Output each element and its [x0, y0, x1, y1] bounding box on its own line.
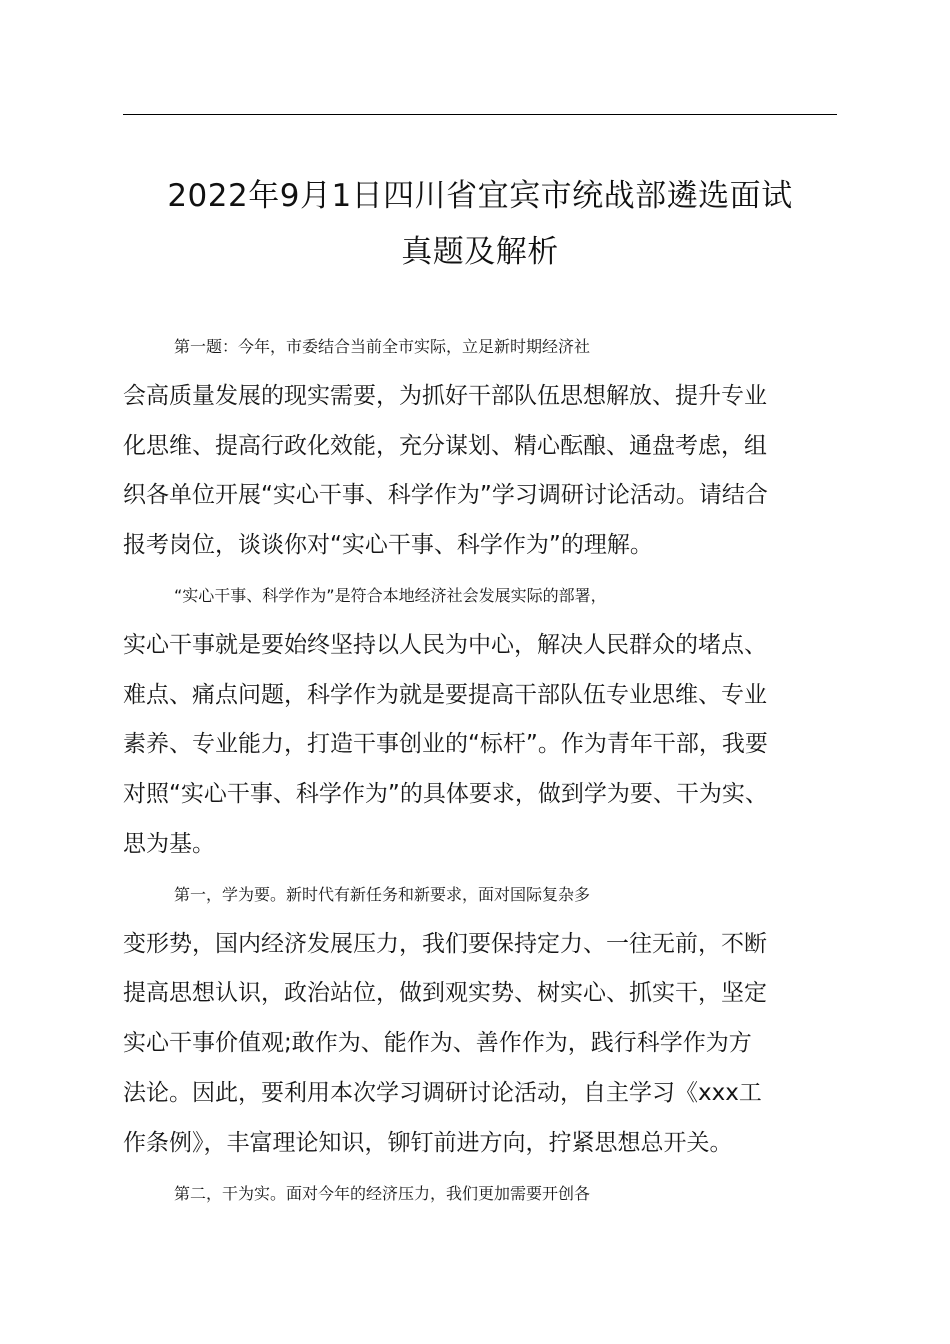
page-title: [100, 168, 860, 280]
text-line: 变形势，国内经济发展压力，我们要保持定力、一往无前，不断: [123, 930, 767, 957]
title-line: 2022年9月1日四川省宜宾市统战部遴选面试: [167, 178, 793, 214]
text-line: 第二，干为实。面对今年的经济压力，我们更加需要开创各: [174, 1183, 591, 1203]
title-line: 真题及解析: [401, 234, 559, 270]
text-line: 素养、专业能力，打造干事创业的“标杆”。作为青年干部，我要: [123, 731, 768, 758]
text-line: 作条例》，丰富理论知识，铆钉前进方向，拧紧思想总开关。: [123, 1129, 733, 1156]
text-line: 化思维、提高行政化效能，充分谋划、精心酝酿、通盘考虑，组: [123, 432, 767, 459]
text-line: 难点、痛点问题，科学作为就是要提高干部队伍专业思维、专业: [123, 681, 767, 708]
text-line: 法论。因此，要利用本次学习调研讨论活动，自主学习《xxx工: [123, 1079, 762, 1106]
text-line: 会高质量发展的现实需要，为抓好干部队伍思想解放、提升专业: [123, 382, 767, 409]
text-line: 织各单位开展“实心干事、科学作为”学习调研讨论活动。请结合: [123, 482, 768, 509]
text-line: 第一，学为要。新时代有新任务和新要求，面对国际复杂多: [174, 884, 591, 904]
text-line: “实心干事、科学作为”是符合本地经济社会发展实际的部署，: [174, 585, 607, 605]
text-line: 报考岗位，谈谈你对“实心干事、科学作为”的理解。: [123, 532, 653, 559]
text-line: 实心干事就是要始终坚持以人民为中心，解决人民群众的堵点、: [123, 631, 767, 658]
header-rule: [123, 114, 837, 115]
text-line: 思为基。: [123, 830, 215, 857]
text-line: 实心干事价值观;敢作为、能作为、善作作为，践行科学作为方: [123, 1030, 752, 1057]
text-line: 对照“实心干事、科学作为”的具体要求，做到学为要、干为实、: [123, 781, 768, 808]
document-body: [123, 322, 843, 1218]
text-line: 提高思想认识，政治站位，做到观实势、树实心、抓实干，坚定: [123, 980, 767, 1007]
text-line: 第一题：今年，市委结合当前全市实际，立足新时期经济社: [174, 337, 591, 356]
